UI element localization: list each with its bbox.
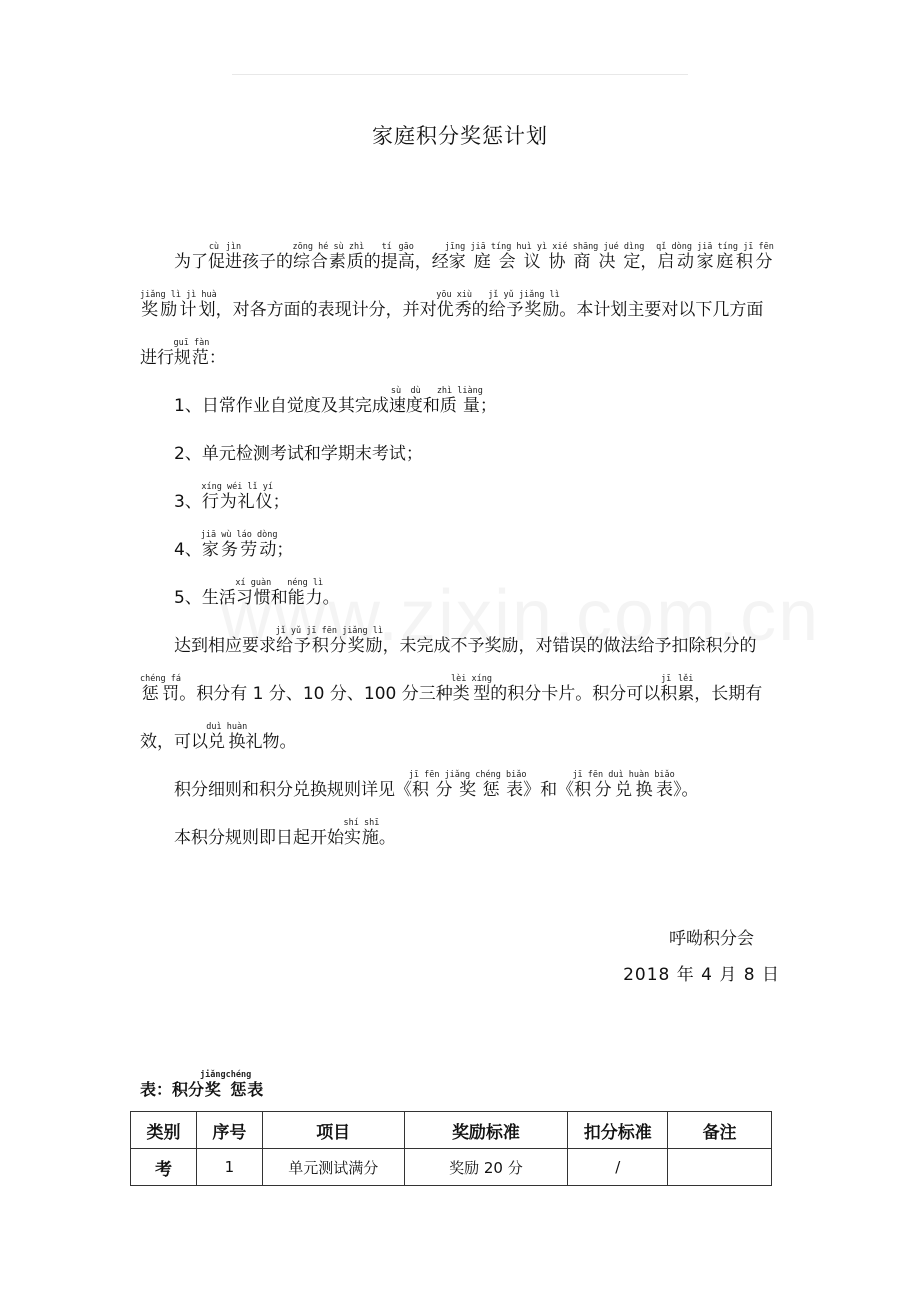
list-item [140, 430, 780, 478]
text-run: 1、日常作业自觉度及其完成 [174, 396, 389, 416]
text-run: 的 [471, 300, 489, 320]
column-header: 序号 [196, 1112, 262, 1149]
column-header: 扣分标准 [568, 1112, 668, 1149]
text-run: 3、 [174, 492, 202, 512]
header-rule [232, 74, 688, 75]
pinyin-word: 家务劳动jiā wù láo dòng [200, 530, 278, 560]
pinyin-word: 积累jī lěi [660, 674, 695, 704]
pinyin-word: 规范guī fàn [173, 338, 210, 368]
text-run: 和 [270, 588, 288, 608]
document-date: 2018 年 4 月 8 日 [623, 965, 780, 985]
table-cell: 考 [131, 1149, 197, 1186]
pinyin-word: 实施shí shī [343, 818, 380, 848]
text-run: 。 [322, 588, 340, 608]
pinyin-word: 习惯xí guàn [235, 578, 272, 608]
paragraph-rules-ref [140, 766, 780, 814]
text-run: 》和《 [523, 780, 575, 800]
text-run: 》。 [673, 780, 699, 800]
pinyin-word: 提高tí gāo [380, 242, 415, 272]
pinyin-word: 类型lèi xíng [451, 674, 492, 704]
text-run: ，未完成不予奖励，对错误的做法给予扣除积分的 [382, 636, 757, 656]
document-title: 家庭积分奖惩计划 [372, 124, 548, 148]
table-row [131, 1149, 772, 1186]
pinyin-word: 给予奖励jǐ yǔ jiǎng lì [488, 290, 560, 320]
list-item [140, 382, 780, 430]
pinyin-word: 积分兑换表jī fēn duì huàn biǎo [572, 770, 675, 800]
column-header: 奖励标准 [404, 1112, 568, 1149]
pinyin-word: 积分奖惩表jī fēn jiǎng chéng biǎo [408, 770, 527, 800]
document-body [140, 238, 780, 862]
text-run: 礼物。 [245, 732, 297, 752]
pinyin-word: 速度sù dù [388, 386, 423, 416]
pinyin-word: 奖惩jiǎngchéng [200, 1070, 252, 1099]
text-run: 的积分卡片。积分可以 [490, 684, 661, 704]
pinyin-word: 质量zhì liàng [436, 386, 483, 416]
pinyin-word: 启动家庭积分奖励计划qǐ dòng jiā tíng jī fēn jiǎng lì jì huà [140, 242, 774, 320]
paragraph-effective [140, 814, 780, 862]
text-run: ， [640, 252, 658, 272]
list-item [140, 574, 780, 622]
paragraph-intro [140, 238, 780, 382]
column-header: 项目 [262, 1112, 404, 1149]
text-run: 积分细则和积分兑换规则详见《 [174, 780, 412, 800]
pinyin-word: 能力néng lì [287, 578, 324, 608]
column-header: 备注 [668, 1112, 772, 1149]
table-cell [668, 1149, 772, 1186]
table-cell: 1 [196, 1149, 262, 1186]
text-run: 。本计划主要对以下几方面进行 [140, 300, 764, 368]
text-run: ； [479, 396, 497, 416]
text-run: 为了 [174, 252, 208, 272]
list-item [140, 478, 780, 526]
pinyin-word: 兑换duì huàn [206, 722, 248, 752]
table-cell: / [568, 1149, 668, 1186]
paragraph-points [140, 622, 780, 766]
text-run: 的 [363, 252, 381, 272]
text-run: ，经 [414, 252, 449, 272]
table-header-row [131, 1112, 772, 1149]
text-run: ，长期有效，可以 [140, 684, 763, 752]
text-run: ； [272, 492, 290, 512]
text-run: 达到相应要求 [174, 636, 276, 656]
pinyin-word: 综合素质zōng hé sù zhì [292, 242, 365, 272]
text-run: 5、生活 [174, 588, 236, 608]
points-table [130, 1111, 772, 1186]
list-item [140, 526, 780, 574]
table-cell: 单元测试满分 [262, 1149, 404, 1186]
text-run: ； [276, 540, 294, 560]
text-run: 和 [422, 396, 440, 416]
pinyin-word: 给予积分奖励jǐ yǔ jī fēn jiǎng lì [275, 626, 384, 656]
pinyin-word: 优秀yōu xiù [436, 290, 473, 320]
text-run: 。积分有 1 分、10 分、100 分三种 [179, 684, 453, 704]
text-run: 2、单元检测考试和学期末考试； [174, 444, 423, 464]
column-header: 类别 [131, 1112, 197, 1149]
pinyin-word: 行为礼仪xíng wéi lǐ yí [201, 482, 274, 512]
text-run: 表：积分 [140, 1080, 205, 1099]
text-run: 本积分规则即日起开始 [174, 828, 344, 848]
pinyin-word: 惩罚chéng fá [140, 674, 181, 704]
table-caption [140, 1070, 263, 1100]
pinyin-word: 家庭会议协商决定jīng jiā tíng huì yì xié shāng jué dìng [444, 242, 645, 272]
text-run: 。 [378, 828, 396, 848]
signature: 呼呦积分会 [669, 929, 754, 949]
text-run: ，对各方面的表现计分，并对 [215, 300, 437, 320]
text-run: ： [208, 348, 226, 368]
text-run: 表 [247, 1080, 264, 1099]
pinyin-word: 促进cù jìn [208, 242, 242, 272]
text-run: 4、 [174, 540, 202, 560]
table-cell: 奖励 20 分 [404, 1149, 568, 1186]
text-run: 孩子的 [242, 252, 293, 272]
